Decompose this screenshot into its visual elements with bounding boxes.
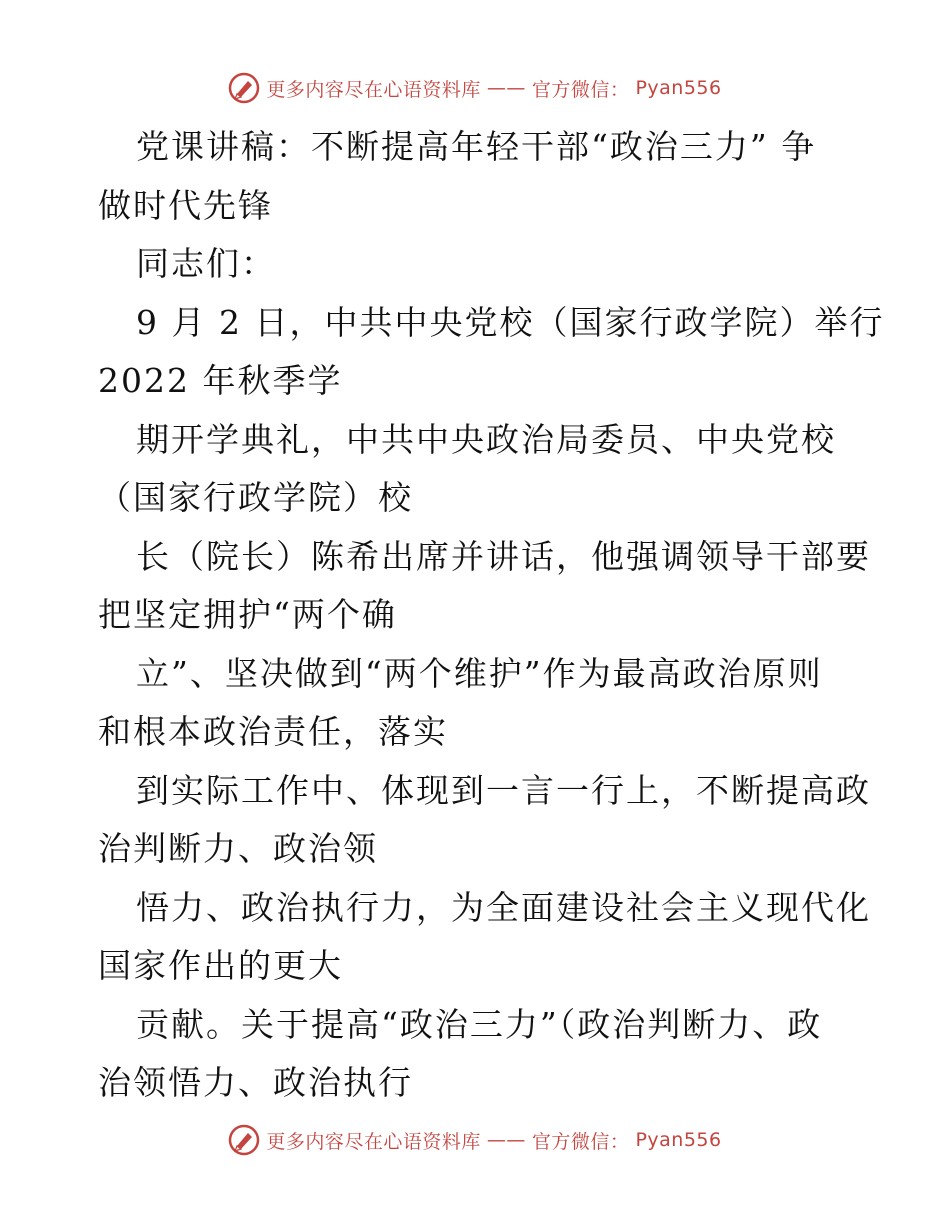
- watermark-wechat-id: Pyan556: [635, 1129, 722, 1151]
- document-body: [98, 118, 885, 1113]
- watermark-separator: ——: [486, 77, 526, 99]
- paragraph-line: 到实际工作中、体现到一言一行上，不断提高政: [136, 770, 871, 810]
- watermark-separator: ——: [486, 1129, 526, 1151]
- paragraph-line: 把坚定拥护“两个确: [98, 595, 397, 634]
- watermark-wechat-label: 官方微信：: [531, 1130, 630, 1153]
- paragraph-line: 9 月 2 日，中共中央党校（国家行政学院）举行: [136, 302, 885, 342]
- footer-watermark: [0, 1124, 950, 1156]
- paragraph-line: （国家行政学院）校: [98, 478, 413, 517]
- paragraph-line: 贡献。关于提高“政治三力”（政治判断力、政: [136, 1004, 823, 1044]
- salutation: 同志们：: [136, 244, 276, 283]
- paragraph-line: 2022 年秋季学: [98, 361, 343, 400]
- paragraph-line: 长（院长）陈希出席并讲话，他强调领导干部要: [136, 536, 871, 576]
- paragraph-line: 治领悟力、政治执行: [98, 1063, 413, 1102]
- paragraph-line: 治判断力、政治领: [98, 829, 378, 868]
- paragraph-line: 悟力、政治执行力，为全面建设社会主义现代化: [136, 887, 871, 927]
- watermark-wechat-label: 官方微信：: [531, 78, 630, 101]
- document-title-line: 做时代先锋: [98, 185, 273, 225]
- header-watermark: [0, 72, 950, 104]
- paragraph-line: 立”、坚决做到“两个维护”作为最高政治原则: [136, 653, 823, 693]
- watermark-wechat-id: Pyan556: [635, 77, 722, 99]
- document-title-line: 党课讲稿：不断提高年轻干部“政治三力” 争: [136, 127, 817, 166]
- paragraph-line: 和根本政治责任，落实: [98, 712, 448, 751]
- pen-logo-icon: [228, 72, 260, 104]
- paragraph-line: 期开学典礼，中共中央政治局委员、中央党校: [136, 419, 836, 459]
- paragraph-line: 国家作出的更大: [98, 946, 343, 985]
- watermark-text: 更多内容尽在心语资料库: [266, 1130, 481, 1153]
- pen-logo-icon: [228, 1124, 260, 1156]
- watermark-text: 更多内容尽在心语资料库: [266, 78, 481, 101]
